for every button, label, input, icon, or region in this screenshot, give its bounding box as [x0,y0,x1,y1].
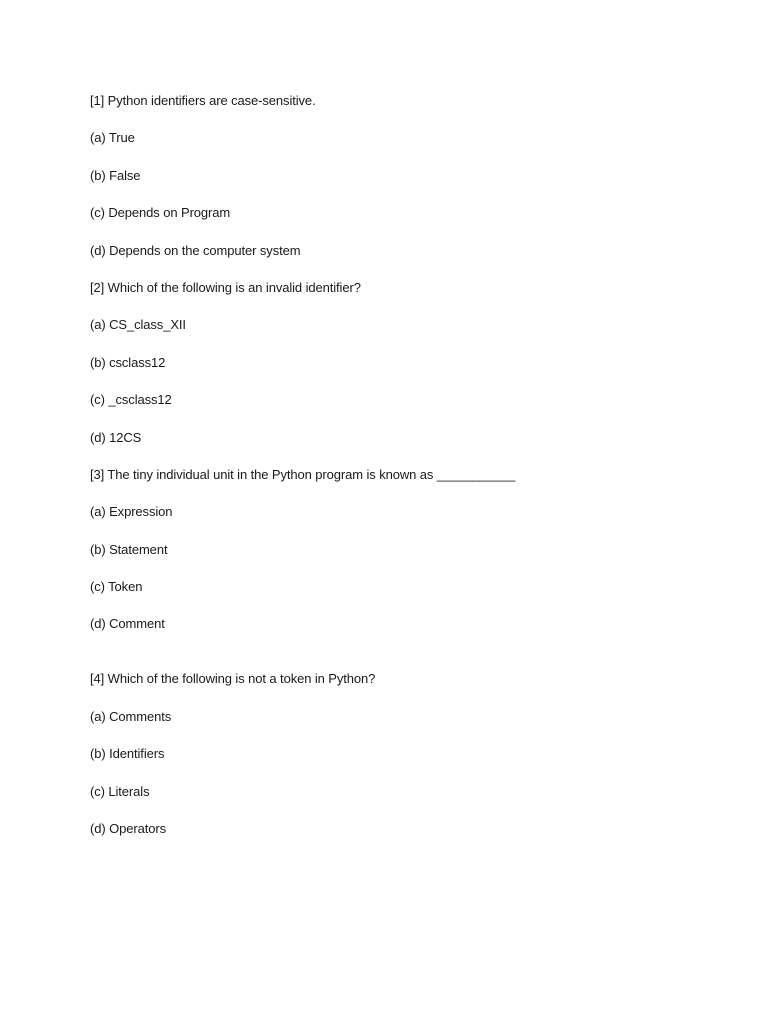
question-4 [90,670,730,838]
question-prompt: [4] Which of the following is not a token in Python? [90,671,376,687]
answer-option: (c) _csclass12 [90,392,172,408]
answer-option: (a) CS_class_XII [90,317,186,333]
answer-option: (a) Comments [90,708,172,724]
answer-option: (d) 12CS [90,429,142,445]
answer-option: (b) False [90,167,141,183]
question-prompt: [2] Which of the following is an invalid identifier? [90,279,361,295]
question-3 [90,466,730,634]
answer-option: (c) Literals [90,783,150,799]
answer-option: (a) True [90,130,135,146]
question-2 [90,279,730,447]
document-page [90,92,730,857]
answer-option: (c) Token [90,579,143,595]
answer-option: (d) Comment [90,616,165,632]
answer-option: (b) Identifiers [90,746,165,762]
answer-option: (b) csclass12 [90,354,166,370]
answer-option: (b) Statement [90,541,168,557]
answer-option: (d) Depends on the computer system [90,242,301,258]
answer-option: (d) Operators [90,821,167,837]
question-1 [90,92,730,260]
answer-option: (a) Expression [90,504,173,520]
question-prompt: [1] Python identifiers are case-sensitive. [90,93,316,108]
question-prompt: [3] The tiny individual unit in the Python program is known as ___________ [90,466,516,482]
answer-option: (c) Depends on Program [90,205,231,221]
